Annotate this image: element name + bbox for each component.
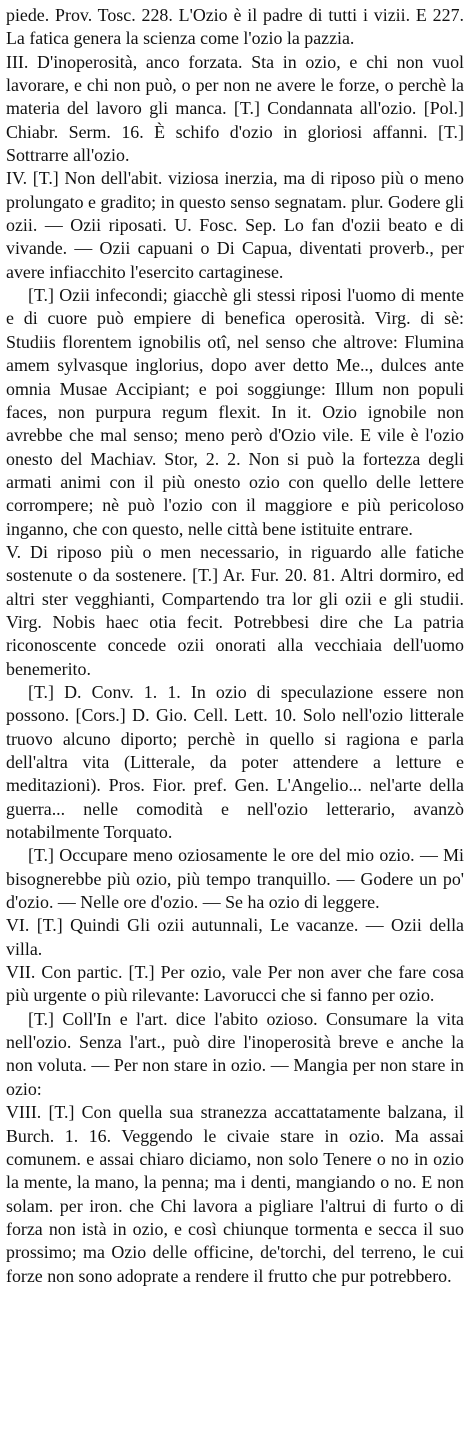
sense-iv-subparagraph: [T.] Ozii infecondi; giacchè gli stessi riposi l'uomo di mente e di cuore può empiere di benefica operosità. Virg. di sè: Studiis florentem ignobilis otî, nel senso che altrove: Flumina amem sylvasque inglorius, dopo aver detto Me.., dulces ante omnia Musae Accipiant; e poi soggiunge: Illum non populi faces, non purpura regum flexit. In it. Ozio ignobile non avrebbe che mal senso; meno però d'Ozio vile. E vile è l'ozio onesto del Machiav. Stor, 2. 2. Non si può la fortezza degli armati animi con il più onesto ozio con quello delle lettere corrompere; nè può l'ozio con il maggiore e più pericoloso inganno, che con questo, nelle città bene istituite entrare.	[6, 285, 464, 539]
sense-v: V. Di riposo più o men necessario, in riguardo alle fatiche sostenute o da sostenere. [T.] Ar. Fur. 20. 81. Altri dormiro, ed altri ster vegghianti, Compartendo tra lor gli ozii e gli studii. Virg. Nobis haec otia fecit. Potrebbesi dire che La patria riconoscente concede ozii onorati alla vecchiaia dell'uomo benemerito.	[6, 541, 464, 679]
sense-v-subparagraph-1: [T.] D. Conv. 1. 1. In ozio di speculazione essere non possono. [Cors.] D. Gio. Cell. Lett. 10. Solo nell'ozio litterale truovo alcuno diporto; perchè in quello si ragiona e parla dell'altra vita (Litterale, da poter attendere a letture e meditazioni). Pros. Fior. pref. Gen. L'Angelio... nel'arte della guerra... nelle comodità e nell'ozio letterario, avanzò notabilmente Torquato.	[6, 681, 464, 843]
sense-viii: VIII. [T.] Con quella sua stranezza accattatamente balzana, il Burch. 1. 16. Veggendo le civaie stare in ozio. Ma assai comunem. e assai chiaro diciamo, non solo Tenere o no in ozio la mente, la mano, la penna; ma i denti, mangiando o no. E non solam. per iron. che Chi lavora a pigliare l'altrui di furto o di forza non istà in ozio, e così chiunque tormenta e secca il suo prossimo; ma Ozio delle officine, de'torchi, del terreno, le cui forze non sono adoprate a rendere il frutto che pur potrebbero.	[6, 1102, 464, 1286]
sense-vii-subparagraph: [T.] Coll'In e l'art. dice l'abito ozioso. Consumare la vita nell'ozio. Senza l'art., può dire l'inoperosità breve e anche la non voluta. — Per non stare in ozio. — Mangia per non stare in ozio:	[6, 1008, 464, 1099]
sense-vi: VI. [T.] Quindi Gli ozii autunnali, Le vacanze. — Ozii della villa.	[6, 915, 464, 959]
entry-continuation: piede. Prov. Tosc. 228. L'Ozio è il padre di tutti i vizii. E 227. La fatica genera la scienza come l'ozio la pazzia.	[6, 5, 464, 49]
sense-iv: IV. [T.] Non dell'abit. viziosa inerzia, ma di riposo più o meno prolungato e gradito; in questo senso segnatam. plur. Godere gli ozii. — Ozii riposati. U. Fosc. Sep. Lo fan d'ozii beato e di vivande. — Ozii capuani o Di Capua, diventati proverb., per avere infiacchito l'esercito cartaginese.	[6, 168, 464, 282]
sense-vii: VII. Con partic. [T.] Per ozio, vale Per non aver che fare cosa più urgente o più rilevante: Lavorucci che si fanno per ozio.	[6, 962, 464, 1006]
sense-v-subparagraph-2: [T.] Occupare meno oziosamente le ore del mio ozio. — Mi bisognerebbe più ozio, più tempo tranquillo. — Godere un po' d'ozio. — Nelle ore d'ozio. — Se ha ozio di leggere.	[6, 845, 464, 913]
sense-iii: III. D'inoperosità, anco forzata. Sta in ozio, e chi non vuol lavorare, e chi non può, o per non ne avere le forze, o perchè la materia del lavoro gli manca. [T.] Condannata all'ozio. [Pol.] Chiabr. Serm. 16. È schifo d'ozio in gloriosi affanni. [T.] Sottrarre all'ozio.	[6, 51, 464, 166]
